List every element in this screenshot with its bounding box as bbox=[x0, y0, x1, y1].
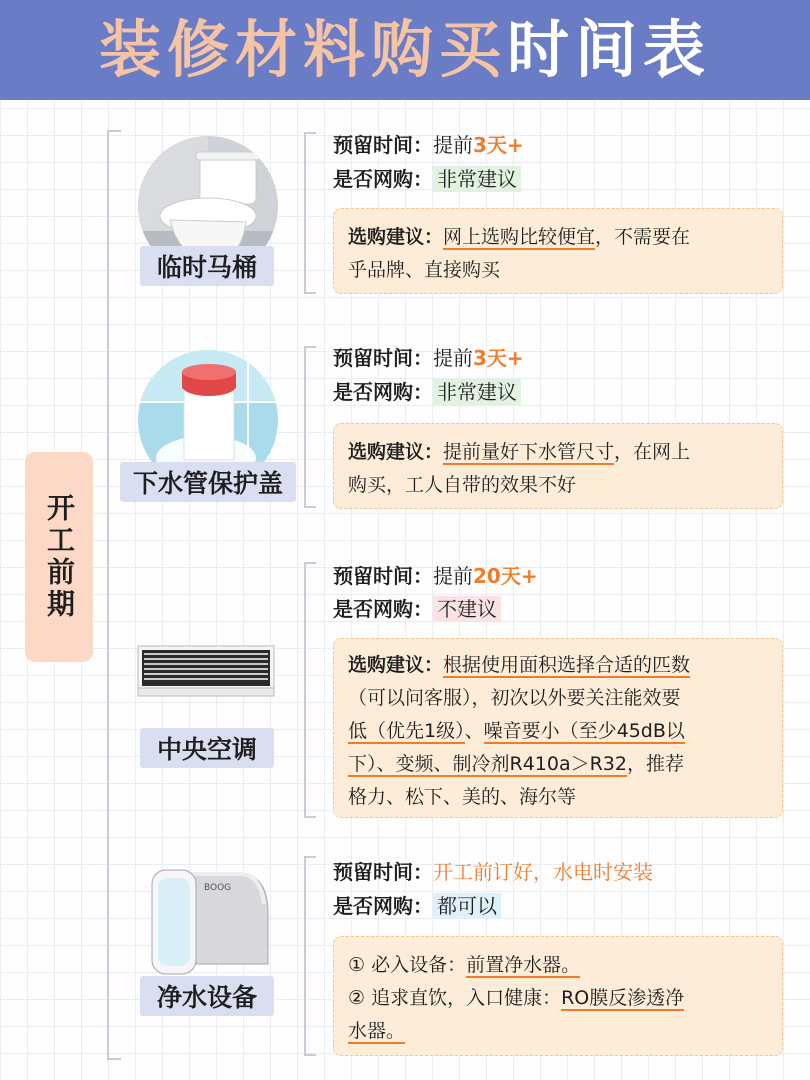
tip-text: ，在网上 bbox=[614, 441, 691, 463]
online-row bbox=[333, 164, 521, 194]
item-bracket bbox=[304, 346, 316, 508]
online-value: 非常建议 bbox=[433, 379, 521, 405]
reserve-time-value: 3天+ bbox=[473, 346, 524, 370]
tip-text: 网上选购比较便宜 bbox=[443, 226, 596, 248]
tip-text: 噪音要小（至少45dB以 bbox=[483, 720, 685, 742]
item-label-drain-cover: 下水管保护盖 bbox=[120, 462, 296, 502]
item-bracket bbox=[304, 856, 316, 1056]
online-value: 都可以 bbox=[433, 893, 501, 919]
timeline-line bbox=[107, 130, 109, 1060]
online-label: 是否网购： bbox=[333, 167, 433, 191]
tip-text: 低（优先1级） bbox=[348, 720, 465, 742]
reserve-time-prefix: 提前 bbox=[433, 133, 473, 157]
tip-text: 提前量好下水管尺寸 bbox=[443, 441, 615, 463]
online-row bbox=[333, 377, 521, 407]
buying-tip-box bbox=[333, 936, 783, 1056]
online-label: 是否网购： bbox=[333, 380, 433, 404]
reserve-time-row bbox=[333, 343, 524, 373]
buying-tip-box bbox=[333, 208, 783, 294]
online-row bbox=[333, 594, 501, 624]
tip-text: ② 追求直饮，入口健康： bbox=[348, 987, 562, 1009]
timeline-tick-bottom bbox=[107, 1058, 121, 1060]
tip-text: ① 必入设备： bbox=[348, 954, 467, 976]
tip-text: ，推荐 bbox=[627, 753, 685, 775]
tip-text: （可以问客服），初次以外要关注能效要 bbox=[348, 687, 681, 709]
page-title-part2: 时间表 bbox=[507, 13, 712, 86]
online-value: 不建议 bbox=[433, 596, 501, 622]
tip-text: 水器。 bbox=[348, 1020, 406, 1042]
reserve-time-prefix: 提前 bbox=[433, 564, 473, 588]
tip-text: 根据使用面积选择合适的匹数 bbox=[443, 654, 691, 676]
water-purifier-icon bbox=[136, 864, 276, 978]
tip-text: ，不需要在 bbox=[595, 226, 691, 248]
air-conditioner-illustration bbox=[136, 632, 276, 702]
header-banner bbox=[0, 0, 810, 100]
tip-label: 选购建议： bbox=[348, 654, 444, 676]
reserve-time-label: 预留时间： bbox=[333, 564, 433, 588]
item-label-central-ac: 中央空调 bbox=[140, 728, 274, 768]
reserve-time-row bbox=[333, 857, 653, 887]
reserve-time-row bbox=[333, 130, 524, 160]
tip-text: 乎品牌、直接购买 bbox=[348, 259, 501, 281]
phase-label: 开工前期 bbox=[43, 493, 76, 621]
tip-text: RO膜反渗透净 bbox=[561, 987, 685, 1009]
item-label-toilet: 临时马桶 bbox=[140, 246, 274, 286]
buying-tip-box bbox=[333, 423, 783, 509]
reserve-time-value: 开工前订好，水电时安装 bbox=[433, 860, 653, 884]
reserve-time-label: 预留时间： bbox=[333, 346, 433, 370]
reserve-time-prefix: 提前 bbox=[433, 346, 473, 370]
timeline-tick-top bbox=[107, 130, 121, 132]
item-bracket bbox=[304, 562, 316, 818]
reserve-time-label: 预留时间： bbox=[333, 860, 433, 884]
reserve-time-value: 20天+ bbox=[473, 564, 538, 588]
tip-label: 选购建议： bbox=[348, 441, 444, 463]
reserve-time-value: 3天+ bbox=[473, 133, 524, 157]
reserve-time-label: 预留时间： bbox=[333, 133, 433, 157]
tip-label: 选购建议： bbox=[348, 226, 444, 248]
tip-text: 下）、变频、制冷剂R410a＞R32 bbox=[348, 753, 627, 775]
air-conditioner-icon bbox=[136, 632, 276, 702]
reserve-time-row bbox=[333, 561, 538, 591]
water-purifier-illustration bbox=[136, 864, 276, 978]
online-row bbox=[333, 891, 501, 921]
phase-badge bbox=[25, 452, 93, 662]
item-bracket bbox=[304, 132, 316, 294]
purifier-brand: BOOG bbox=[204, 883, 232, 893]
tip-text: 、 bbox=[464, 720, 484, 742]
online-label: 是否网购： bbox=[333, 597, 433, 621]
tip-text: 前置净水器。 bbox=[466, 954, 581, 976]
buying-tip-box bbox=[333, 638, 783, 818]
online-value: 非常建议 bbox=[433, 166, 521, 192]
item-label-water-purifier: 净水设备 bbox=[140, 976, 274, 1016]
tip-text: 购买，工人自带的效果不好 bbox=[348, 474, 577, 496]
online-label: 是否网购： bbox=[333, 894, 433, 918]
page-title-part1: 装修材料购买 bbox=[98, 13, 507, 86]
tip-text: 格力、松下、美的、海尔等 bbox=[348, 786, 577, 808]
